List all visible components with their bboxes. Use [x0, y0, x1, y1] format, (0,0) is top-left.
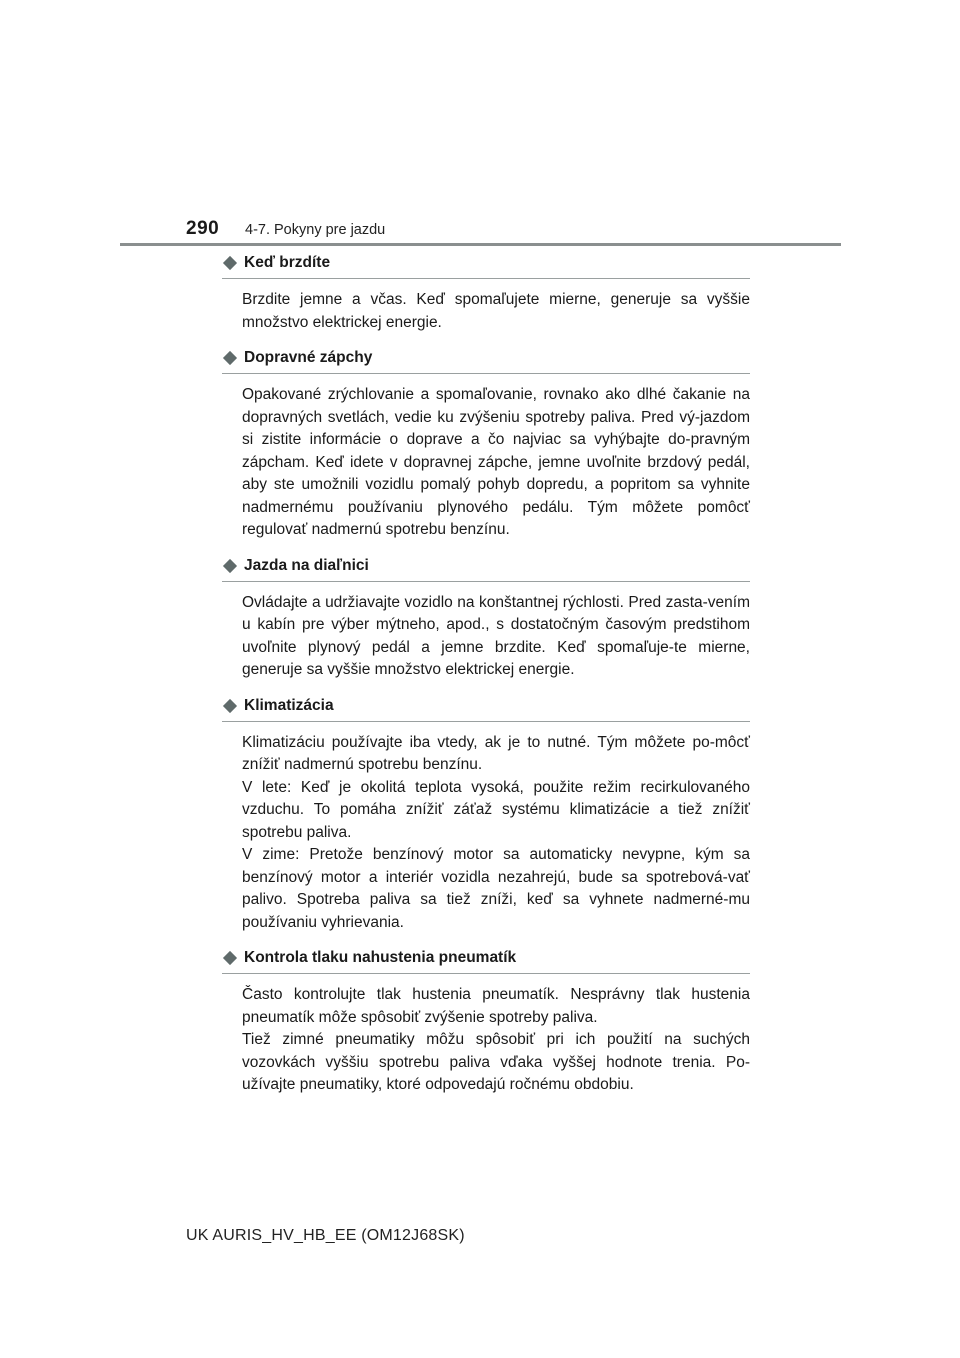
section-air-conditioning [222, 695, 750, 935]
section-body [222, 984, 750, 1097]
paragraph: Brzdite jemne a včas. Keď spomaľujete mierne, generuje sa vyššie množstvo elektrickej energie. [242, 291, 750, 331]
section-title: Jazda na diaľnici [244, 556, 369, 574]
section-braking [222, 252, 750, 334]
diamond-bullet-icon [223, 558, 237, 572]
section-title: Kontrola tlaku nahustenia pneumatík [244, 949, 517, 966]
diamond-bullet-icon [223, 256, 237, 270]
section-title: Keď brzdíte [244, 254, 331, 271]
section-body [222, 592, 750, 682]
section-heading [222, 347, 750, 374]
page-content [222, 252, 750, 1097]
paragraph: Opakované zrýchlovanie a spomaľovanie, rovnako ako dlhé čakanie na dopravných svetlách, vedie ku zvýšeniu spotreby paliva. Pred vý-jazdom si zistite informácie o doprave a čo najviac sa vyhýbajte do-pravným zápcham. Keď idete v dopravnej zápche, jemne uvoľnite brzdový pedál, aby ste umožnili vozidlu pomalý pohyb dopredu, a popritom sa vyhnite nadmernému používaniu plynového pedálu. Tým môžete pomôcť regulovať nadmernú spotrebu benzínu. [242, 386, 750, 538]
section-heading [222, 252, 750, 279]
diamond-bullet-icon [223, 698, 237, 712]
section-heading [222, 947, 750, 974]
section-body [222, 732, 750, 935]
section-heading [222, 695, 750, 722]
section-title: Dopravné zápchy [244, 349, 373, 366]
paragraph: V lete: Keď je okolitá teplota vysoká, použite režim recirkulovaného vzduchu. To pomáha znížiť záťaž systému klimatizácie a tiež znížiť spotrebu paliva. [242, 778, 750, 841]
paragraph: Tiež zimné pneumatiky môžu spôsobiť pri ich použití na suchých vozovkách vyššiu spotrebu paliva vďaka vyššej hodnote trenia. Po-užívajte pneumatiky, ktoré odpovedajú ročnému obdobiu. [242, 1031, 750, 1093]
section-heading [222, 555, 750, 582]
page-number: 290 [186, 218, 220, 239]
section-label: 4-7. Pokyny pre jazdu [245, 222, 386, 238]
header-rule [120, 243, 841, 246]
paragraph: Klimatizáciu používajte iba vtedy, ak je to nutné. Tým môžete po-môcť znížiť nadmernú spotrebu benzínu. [242, 733, 750, 773]
section-tire-pressure [222, 947, 750, 1097]
document-code: UK AURIS_HV_HB_EE (OM12J68SK) [186, 1227, 465, 1244]
section-traffic-jams [222, 347, 750, 542]
section-body [222, 384, 750, 542]
paragraph: V zime: Pretože benzínový motor sa automaticky nevypne, kým sa benzínový motor a interiér vozidla nezahrejú, bude sa spotrebová-vať palivo. Spotreba paliva sa tiež zníži, keď sa vyhnete nadmerné-mu používaniu vyhrievania. [242, 846, 750, 931]
section-highway-driving [222, 555, 750, 682]
paragraph: Ovládajte a udržiavajte vozidlo na konštantnej rýchlosti. Pred zasta-vením u kabín pre výber mýtneho, apod., s dostatočným časovým predstihom uvoľnite plynový pedál a jemne brzdite. Keď spomaľuje-te mierne, generuje sa vyššie množstvo elektrickej energie. [242, 593, 750, 678]
section-title: Klimatizácia [244, 696, 334, 714]
section-body [222, 289, 750, 334]
paragraph: Často kontrolujte tlak hustenia pneumatík. Nesprávny tlak hustenia pneumatík môže spôsobiť zvýšenie spotreby paliva. [242, 986, 750, 1026]
diamond-bullet-icon [223, 351, 237, 365]
diamond-bullet-icon [223, 951, 237, 965]
